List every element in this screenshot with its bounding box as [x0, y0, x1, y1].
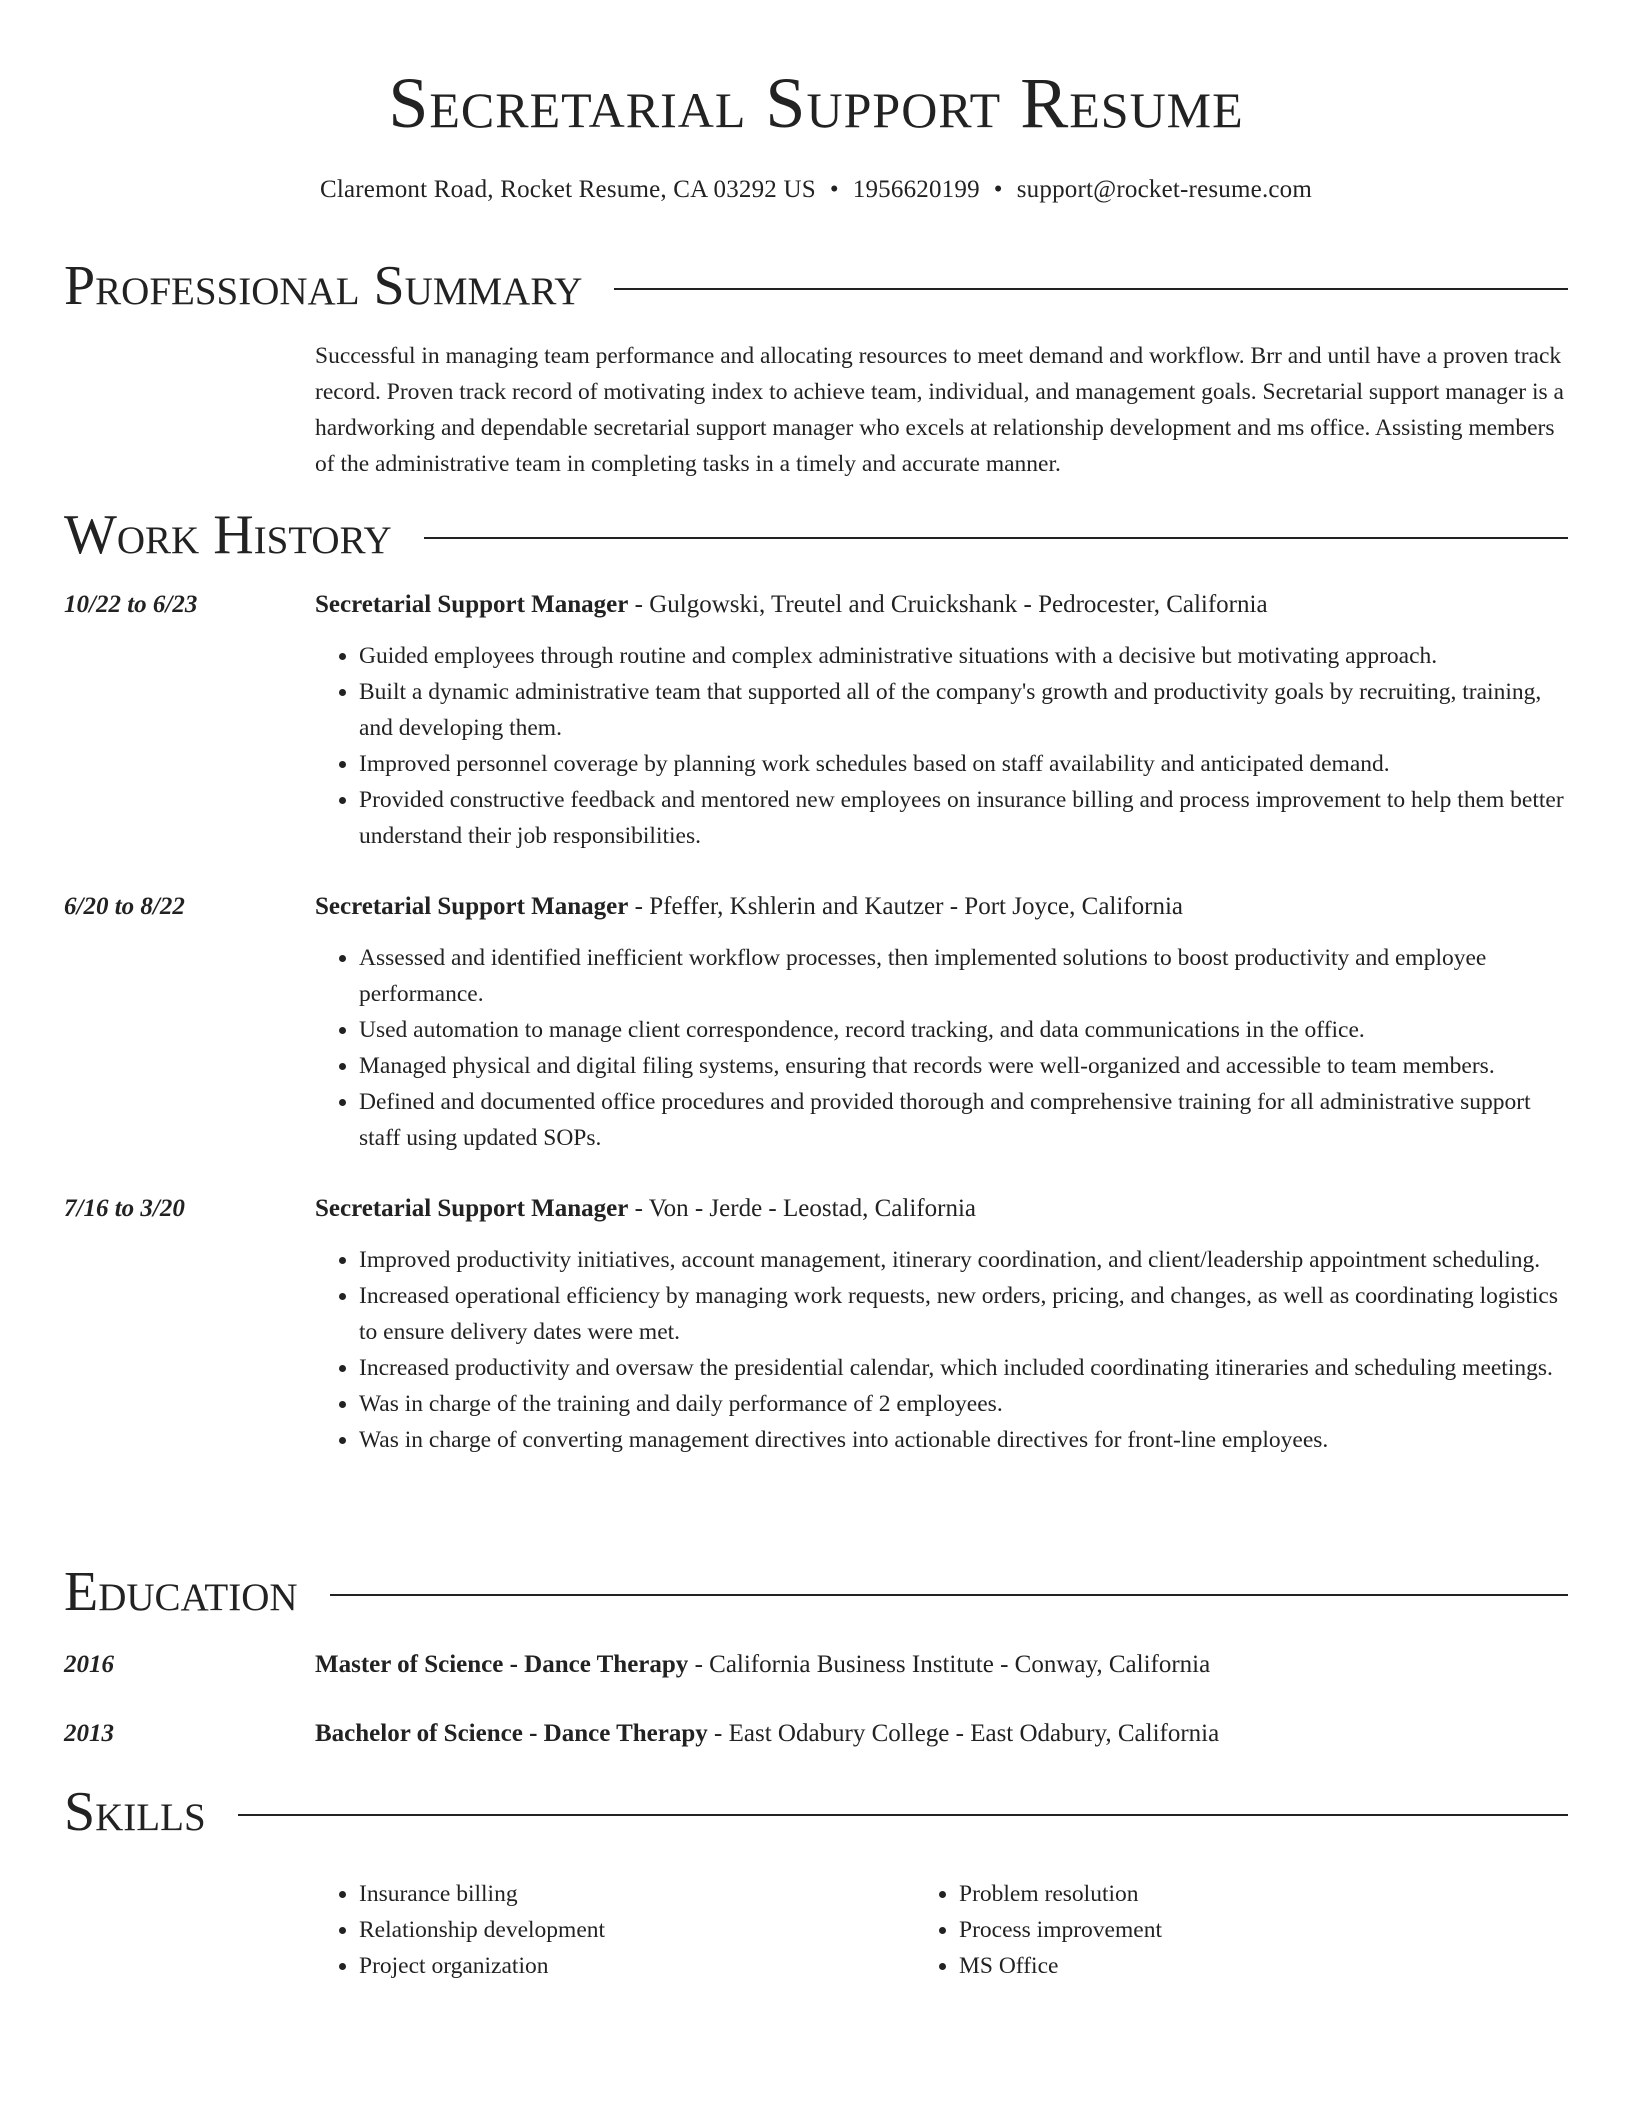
section-title: Work History — [64, 504, 392, 566]
contact-line — [0, 174, 1632, 206]
skills-column-right — [915, 1876, 1515, 1984]
section-header-skills — [64, 1780, 1568, 1844]
job-role: Secretarial Support Manager — [315, 1195, 629, 1222]
section-title: Professional Summary — [64, 255, 583, 317]
separator-dot: • — [829, 176, 839, 203]
section-title: Skills — [64, 1781, 206, 1843]
job-details: - Gulgowski, Treutel and Cruickshank - Pedrocester, California — [628, 591, 1268, 618]
list-item: • Improved personnel coverage by planning work schedules based on staff availability and anticipated demand. — [359, 746, 1568, 782]
list-item: • Managed physical and digital filing systems, ensuring that records were well-organized and accessible to team members. — [359, 1048, 1568, 1084]
section-rule — [424, 537, 1568, 539]
job-dates: 7/16 to 3/20 — [64, 1195, 185, 1222]
education-details: - East Odabury College - East Odabury, California — [707, 1720, 1220, 1747]
skills-list — [315, 1876, 1515, 1984]
list-item: • Improved productivity initiatives, account management, itinerary coordination, and client/leadership appointment scheduling. — [359, 1242, 1568, 1278]
section-rule — [238, 1814, 1568, 1816]
skill-item: • Relationship development — [359, 1912, 915, 1948]
job-dates: 10/22 to 6/23 — [64, 591, 198, 618]
education-details: - California Business Institute - Conway, California — [688, 1651, 1211, 1678]
job-role: Secretarial Support Manager — [315, 893, 629, 920]
skills-column-left — [315, 1876, 915, 1984]
job-bullets — [315, 1242, 1568, 1458]
skill-item: • MS Office — [959, 1948, 1515, 1984]
list-item: • Provided constructive feedback and mentored new employees on insurance billing and process improvement to help them better understand their job responsibilities. — [359, 782, 1568, 854]
list-item: • Increased productivity and oversaw the presidential calendar, which included coordinating itineraries and scheduling meetings. — [359, 1350, 1568, 1386]
education-heading — [315, 1717, 1568, 1751]
section-rule — [330, 1594, 1568, 1596]
job-details: - Von - Jerde - Leostad, California — [628, 1195, 976, 1222]
separator-dot: • — [993, 176, 1003, 203]
job-details: - Pfeffer, Kshlerin and Kautzer - Port Joyce, California — [628, 893, 1183, 920]
education-heading — [315, 1648, 1568, 1682]
job-role: Secretarial Support Manager — [315, 591, 629, 618]
degree: Master of Science - Dance Therapy — [315, 1651, 689, 1678]
section-header-education — [64, 1560, 1568, 1624]
job-bullets — [315, 638, 1568, 854]
list-item: • Built a dynamic administrative team that supported all of the company's growth and productivity goals by recruiting, training, and developing them. — [359, 674, 1568, 746]
skill-item: • Process improvement — [959, 1912, 1515, 1948]
section-header-work — [64, 503, 1568, 567]
degree: Bachelor of Science - Dance Therapy — [315, 1720, 708, 1747]
job-heading — [315, 890, 1568, 924]
education-year: 2013 — [64, 1720, 114, 1747]
section-header-summary — [64, 254, 1568, 318]
phone: 1956620199 — [852, 176, 980, 203]
list-item: • Defined and documented office procedures and provided thorough and comprehensive training for all administrative support staff using updated SOPs. — [359, 1084, 1568, 1156]
list-item: • Increased operational efficiency by managing work requests, new orders, pricing, and changes, as well as coordinating logistics to ensure delivery dates were met. — [359, 1278, 1568, 1350]
skill-item: • Project organization — [359, 1948, 915, 1984]
list-item: • Assessed and identified inefficient workflow processes, then implemented solutions to boost productivity and employee performance. — [359, 940, 1568, 1012]
job-heading — [315, 588, 1568, 622]
education-year: 2016 — [64, 1651, 114, 1678]
email: support@rocket-resume.com — [1016, 176, 1313, 203]
section-title: Education — [64, 1561, 298, 1623]
list-item: • Was in charge of the training and daily performance of 2 employees. — [359, 1386, 1568, 1422]
list-item: • Was in charge of converting management directives into actionable directives for front-line employees. — [359, 1422, 1568, 1458]
job-bullets — [315, 940, 1568, 1156]
skill-item: • Insurance billing — [359, 1876, 915, 1912]
skill-item: • Problem resolution — [959, 1876, 1515, 1912]
list-item: • Used automation to manage client correspondence, record tracking, and data communications in the office. — [359, 1012, 1568, 1048]
resume-title: Secretarial Support Resume — [388, 63, 1244, 143]
list-item: • Guided employees through routine and complex administrative situations with a decisive but motivating approach. — [359, 638, 1568, 674]
section-rule — [614, 288, 1568, 290]
job-heading — [315, 1192, 1568, 1226]
address: Claremont Road, Rocket Resume, CA 03292 US — [319, 176, 816, 203]
job-dates: 6/20 to 8/22 — [64, 893, 185, 920]
summary-text: Successful in managing team performance and allocating resources to meet demand and workflow. Brr and until have a proven track record. Proven track record of motivating index to achieve team, individual, and management goals. Secretarial support manager is a hardworking and dependable secretarial support manager who excels at relationship development and ms office. Assisting members of the administrative team in completing tasks in a timely and accurate manner. — [315, 343, 1564, 477]
